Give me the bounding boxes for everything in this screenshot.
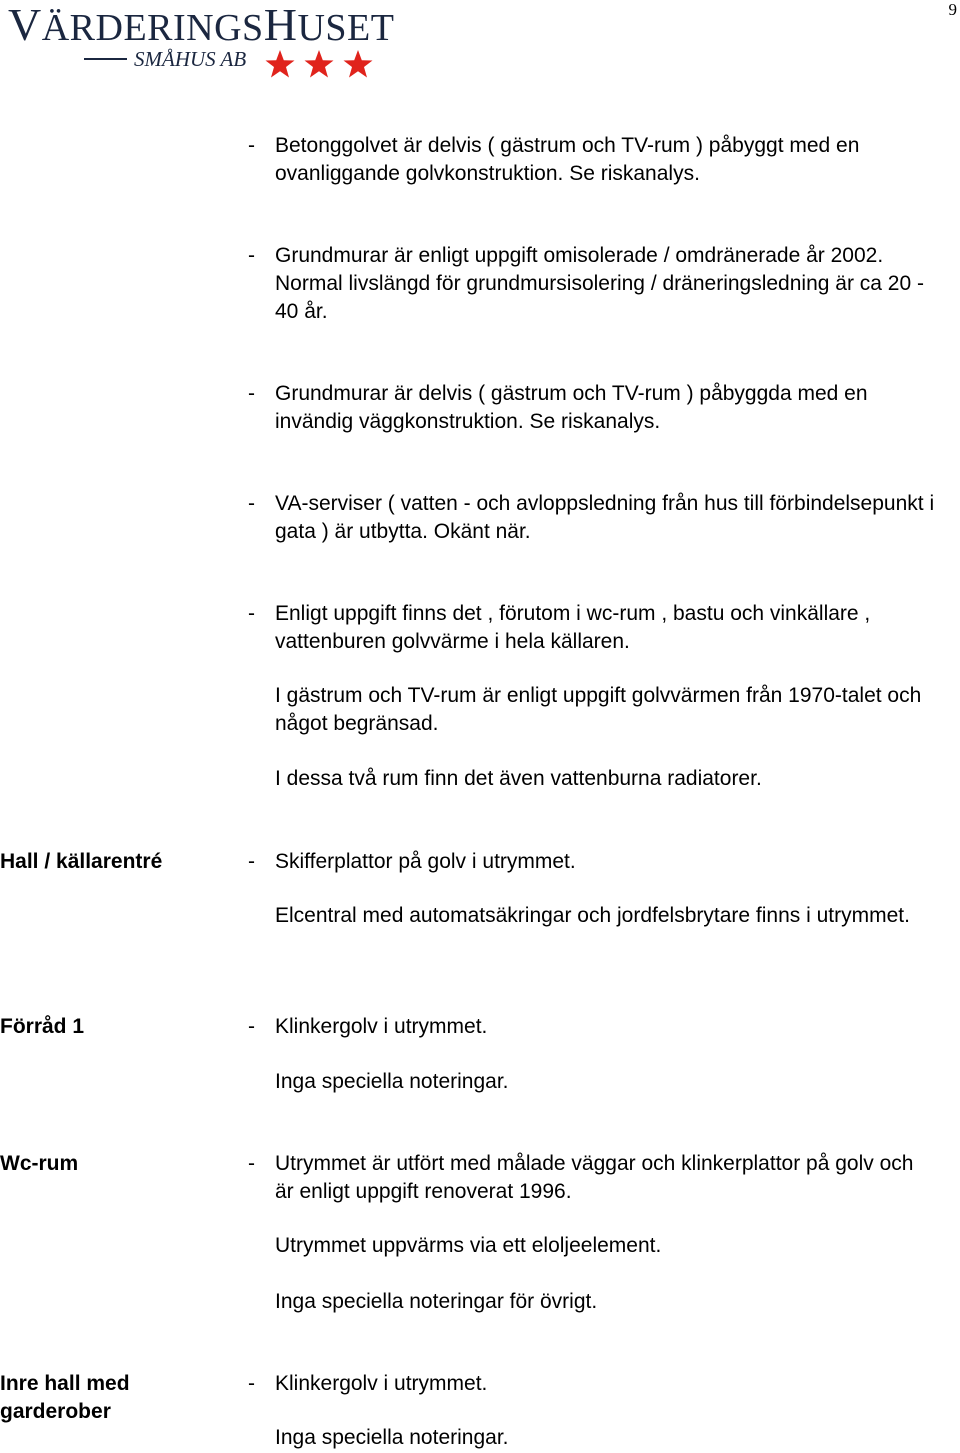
star-icon — [344, 50, 373, 78]
logo-stars-icon — [264, 48, 378, 80]
note-paragraph: Elcentral med automatsäkringar och jordfelsbrytare finns i utrymmet. — [275, 904, 910, 927]
note-paragraph: Inga speciella noteringar. — [275, 1426, 509, 1449]
star-icon — [266, 50, 295, 78]
note-paragraph: Utrymmet uppvärms via ett eloljeelement. — [275, 1234, 662, 1257]
note-paragraph: I gästrum och TV-rum är enligt uppgift golvvärmen från 1970-talet och något begränsad. — [275, 684, 922, 735]
page-number: 9 — [948, 0, 957, 19]
logo-rule — [84, 58, 127, 60]
note-paragraph: Inga speciella noteringar. — [275, 1070, 509, 1093]
note-paragraph: Inga speciella noteringar för övrigt. — [275, 1290, 598, 1313]
logo-wordmark: VÄRDERINGSHUSET — [8, 0, 395, 50]
star-icon — [305, 50, 334, 78]
section-heading: Hall / källarentré — [0, 850, 163, 873]
section-heading: Wc-rum — [0, 1152, 79, 1175]
section-heading: Inre hall med garderober — [0, 1372, 130, 1423]
company-logo — [8, 0, 395, 84]
logo-subtitle: SMÅHUS AB — [134, 47, 247, 71]
section-heading: Förråd 1 — [0, 1015, 85, 1038]
note-paragraph: I dessa två rum finn det även vattenburna radiatorer. — [275, 767, 762, 790]
